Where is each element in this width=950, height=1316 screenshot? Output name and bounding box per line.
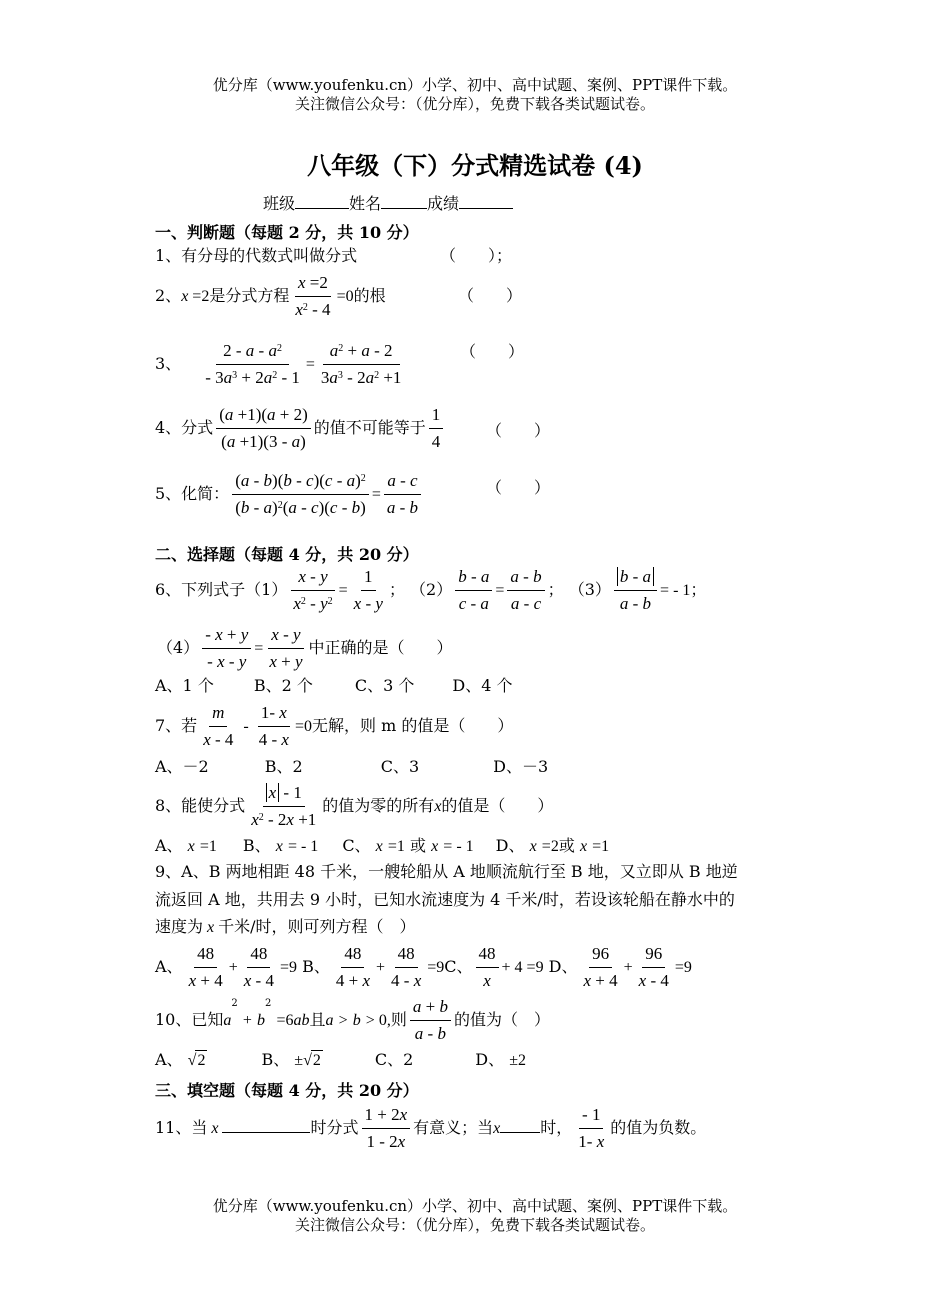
question-1: 1、有分母的代数式叫做分式 xyxy=(155,246,358,265)
question-6: 6、下列式子（1） $\frac{x - y}{x^2 - y^2}$ = $\frac{1}{x - y}$ ； （2） $\frac{b - a}{c - a}$ = $\frac{a - b}{a - c}$ ； （3） $\frac{b - a}{a - b}$ = - 1； xyxy=(155,567,707,613)
option-b[interactable]: B、 ±√2 xyxy=(261,1050,321,1069)
class-blank[interactable] xyxy=(295,208,349,209)
option-a[interactable]: A、 √2 xyxy=(155,1050,206,1069)
option-b[interactable]: B、 $\frac{48}{4 + x}$ + $\frac{48}{4 - x}$ =9 xyxy=(302,944,445,990)
option-a[interactable]: A、 $\frac{48}{x + 4}$ + $\frac{48}{x - 4}$ =9 xyxy=(155,944,297,990)
question-6-options xyxy=(155,676,512,696)
q11-blank-1[interactable] xyxy=(222,1132,310,1133)
question-5: 5、化简： $\frac{(a - b)(b - c)(c - a)^2}{(b - a)^2(a - c)(c - b)}$ = $\frac{a - c}{a - b}$ xyxy=(155,470,424,519)
option-d[interactable]: D、4 个 xyxy=(452,676,513,695)
question-10: 10、已知$a^2 + b^2 =6ab$且a > b > 0,则 $\frac{a + b}{a - b}$ 的值为（ ） xyxy=(155,997,550,1043)
option-d[interactable]: D、 x =2或 x =1 xyxy=(495,836,610,855)
question-2: 2、x =2是分式方程 $\frac{x =2}{x^2 - 4}$ =0的根 xyxy=(155,273,386,319)
q7-fraction-1: $\frac{m}{x - 4}$ xyxy=(203,703,234,749)
question-8: 8、能使分式 $\frac{x - 1}{x^2 - 2x +1}$ 的值为零的所有x的值是（ ） xyxy=(155,783,554,829)
score-label: 成绩 xyxy=(427,194,460,213)
q6-expr-1-left: $\frac{x - y}{x^2 - y^2}$ xyxy=(290,566,335,615)
option-a[interactable]: A、－2 xyxy=(155,757,209,776)
question-9-line-1: 9、A、B 两地相距 48 千米，一艘轮船从 A 地顺流航行至 B 地，又立即从 B 地逆 xyxy=(155,862,738,881)
section-1-heading: 一、判断题（每题 2 分，共 10 分） xyxy=(155,223,419,242)
q3-left-fraction: $\frac{2 - a - a^2}{- 3a^3 + 2a^2 - 1}$ xyxy=(205,341,300,387)
question-4: 4、分式 $\frac{(a +1)(a + 2)}{(a +1)(3 - a)}$ 的值不可能等于 $\frac{1}{4}$ xyxy=(155,404,446,453)
q7-fraction-2: $\frac{1- x}{4 - x}$ xyxy=(258,703,289,749)
option-c[interactable]: C、 x =1 或 x = - 1 xyxy=(342,836,474,855)
footer-line-2: 关注微信公众号：（优分库），免费下载各类试题试卷。 xyxy=(294,1216,655,1234)
q11-fraction-2: $\frac{- 1}{1- x}$ xyxy=(578,1105,605,1151)
q6-expr-1-right: $\frac{1}{x - y}$ xyxy=(353,567,383,613)
option-a[interactable]: A、 x =1 xyxy=(155,836,217,855)
q6-expr-4-right: $\frac{x - y}{x + y}$ xyxy=(269,625,303,671)
q11-blank-2[interactable] xyxy=(500,1132,540,1133)
q10-fraction: $\frac{a + b}{a - b}$ xyxy=(410,996,451,1045)
question-3-answer: （ ） xyxy=(460,342,525,361)
q6-expr-2-right: $\frac{a - b}{a - c}$ xyxy=(507,566,544,615)
option-d[interactable]: D、 $\frac{96}{x + 4}$ + $\frac{96}{x - 4}$ =9 xyxy=(548,944,692,990)
question-8-options xyxy=(155,836,609,857)
option-d[interactable]: D、 ±2 xyxy=(475,1050,527,1069)
question-10-options xyxy=(155,1050,526,1071)
question-4-answer: （ ） xyxy=(486,421,551,440)
section-3-heading: 三、填空题（每题 4 分，共 20 分） xyxy=(155,1081,419,1100)
option-b[interactable]: B、 x = - 1 xyxy=(242,836,319,855)
option-c[interactable]: C、2 xyxy=(374,1050,414,1069)
question-9-line-2: 流返回 A 地，共用去 9 小时，已知水流速度为 4 千米/时，若设该轮船在静水中的 xyxy=(155,890,735,909)
name-blank[interactable] xyxy=(381,208,427,209)
footer-line-1: 优分库（www.youfenku.cn）小学、初中、高中试题、案例、PPT课件下载。 xyxy=(212,1197,738,1215)
option-a[interactable]: A、1 个 xyxy=(155,676,214,695)
page-title: 八年级（下）分式精选试卷 (4) xyxy=(307,151,643,180)
q3-right-fraction: $\frac{a^2 + a - 2}{3a^3 - 2a^2 +1}$ xyxy=(320,341,402,387)
class-label: 班级 xyxy=(263,194,296,213)
score-blank[interactable] xyxy=(459,208,513,209)
header-line-2: 关注微信公众号：（优分库），免费下载各类试题试卷。 xyxy=(294,95,655,113)
section-2-heading: 二、选择题（每题 4 分，共 20 分） xyxy=(155,545,419,564)
option-c[interactable]: C、3 xyxy=(380,757,420,776)
question-7-options xyxy=(155,757,548,777)
question-11: 11、当 x 时分式 $\frac{1 + 2x}{1 - 2x}$ 有意义；当x 时， $\frac{- 1}{1- x}$ 的值为负数。 xyxy=(155,1105,707,1151)
question-9-options xyxy=(155,943,692,992)
name-label: 姓名 xyxy=(349,194,382,213)
q2-equation: x xyxy=(181,288,193,305)
option-c[interactable]: C、 $\frac{48}{x}$ + 4 =9 xyxy=(444,944,544,990)
option-c[interactable]: C、3 个 xyxy=(354,676,415,695)
q5-right-fraction: $\frac{a - c}{a - b}$ xyxy=(384,470,421,519)
option-d[interactable]: D、－3 xyxy=(493,757,549,776)
question-6-part-4: （4） $\frac{- x + y}{- x - y}$ = $\frac{x - y}{x + y}$ 中正确的是（ ） xyxy=(157,625,453,671)
student-info-line xyxy=(263,194,513,214)
question-5-answer: （ ） xyxy=(486,478,551,497)
q6-expr-3: $\frac{b - a}{a - b}$ xyxy=(614,566,657,615)
q6-expr-2-left: $\frac{b - a}{c - a}$ xyxy=(455,566,492,615)
question-2-answer: （ ） xyxy=(458,286,523,305)
q2-fraction: $\frac{x =2}{x^2 - 4}$ xyxy=(295,273,331,319)
q11-fraction-1: $\frac{1 + 2x}{1 - 2x}$ xyxy=(362,1104,411,1153)
question-9-line-3: 速度为 x 千米/时，则可列方程（ ） xyxy=(155,917,416,936)
q8-fraction: $\frac{x - 1}{x^2 - 2x +1}$ xyxy=(251,783,317,829)
header-line-1: 优分库（www.youfenku.cn）小学、初中、高中试题、案例、PPT课件下载。 xyxy=(212,76,738,94)
q5-left-fraction: $\frac{(a - b)(b - c)(c - a)^2}{(b - a)^2(a - c)(c - b)}$ xyxy=(232,470,369,519)
option-b[interactable]: B、2 个 xyxy=(253,676,313,695)
q6-expr-4-left: $\frac{- x + y}{- x - y}$ xyxy=(202,624,251,673)
question-1-answer: （ ）； xyxy=(440,246,513,265)
option-b[interactable]: B、2 xyxy=(264,757,303,776)
q4-quarter: $\frac{1}{4}$ xyxy=(429,404,444,453)
question-3: 3、 $\frac{2 - a - a^2}{- 3a^3 + 2a^2 - 1}$ = $\frac{a^2 + a - 2}{3a^3 - 2a^2 +1}$ xyxy=(155,340,407,389)
question-7: 7、若 $\frac{m}{x - 4}$ - $\frac{1- x}{4 - x}$ =0无解，则 m 的值是（ ） xyxy=(155,703,514,749)
q4-fraction: $\frac{(a +1)(a + 2)}{(a +1)(3 - a)}$ xyxy=(216,404,311,453)
